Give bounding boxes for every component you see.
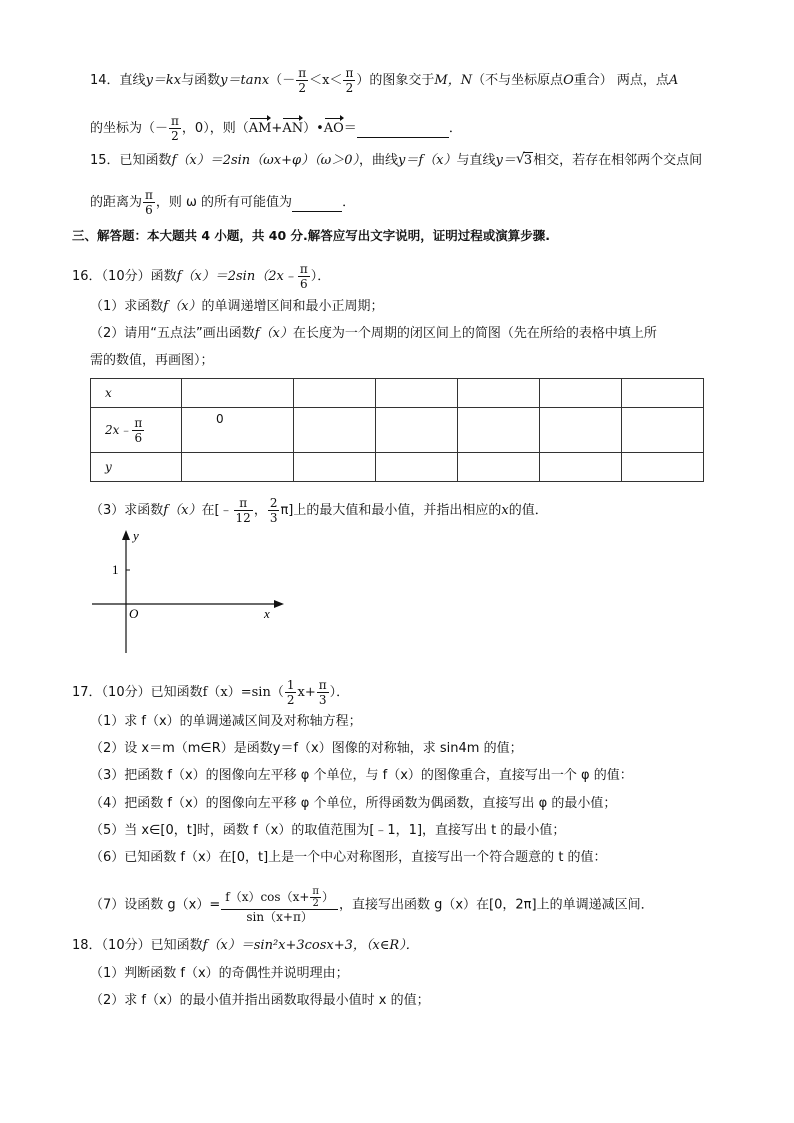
q14-text: 与函数 xyxy=(181,73,221,88)
q17-function: f（x）=sin（ xyxy=(202,685,284,700)
q15-line1 xyxy=(90,153,702,169)
q17-part7-text: （7）设函数 g（x）= xyxy=(90,897,221,913)
q16-neg: ﹣ xyxy=(219,503,233,518)
y-label: y xyxy=(133,528,139,543)
q16-part2 xyxy=(90,326,657,342)
table-cell[interactable] xyxy=(540,453,622,482)
q14-neg: － xyxy=(282,73,296,88)
q14-eq-kx: y＝kx xyxy=(145,73,182,88)
q15-number: 15． xyxy=(90,153,120,168)
table-head-y: y xyxy=(91,453,182,482)
q17-number: 17．（10分）已知函数 xyxy=(72,685,203,700)
table-cell[interactable] xyxy=(376,453,458,482)
table-cell[interactable] xyxy=(294,408,376,453)
q15-text: 的距离为 xyxy=(90,195,143,210)
q14-o: O xyxy=(563,73,574,88)
table-cell[interactable] xyxy=(182,453,294,482)
q15-period: ． xyxy=(342,195,356,210)
q17-xplus: x+ xyxy=(297,685,316,700)
table-cell[interactable] xyxy=(458,453,540,482)
q16-part3-f: f（x） xyxy=(163,503,202,518)
q14-frac-pi-2: $\frac{\pi}{2}$ xyxy=(298,66,307,95)
q14-neg: － xyxy=(155,121,169,136)
table-row xyxy=(91,408,704,453)
q15-function: f（x）＝2sin（ωx+φ）（ω＞0） xyxy=(171,153,359,168)
q16-part1-f: f（x） xyxy=(163,299,202,314)
q14-a: A xyxy=(668,73,679,88)
q16-number: 16．（10分）函数 xyxy=(72,269,177,284)
q16-part2-cont: 需的数值，再画图）； xyxy=(90,353,214,368)
table-cell-zero: 0 xyxy=(182,408,294,453)
table-cell[interactable] xyxy=(294,379,376,408)
q16-comma: ， xyxy=(253,503,267,518)
q14-close: ）• xyxy=(303,121,324,136)
q14-text: 重合） 两点，点 xyxy=(573,73,669,88)
q17-frac-pi-3: $\frac{\pi}{3}$ xyxy=(318,678,327,707)
table-cell[interactable] xyxy=(540,379,622,408)
table-row xyxy=(91,379,704,408)
q16-part3-text-d: 的值． xyxy=(508,503,548,518)
q18-part1: （1）判断函数 f（x）的奇偶性并说明理由； xyxy=(90,966,349,981)
q17-part3: （3）把函数 f（x）的图像向左平移 φ 个单位，与 f（x）的图像重合，直接写出一个 φ 的值： xyxy=(90,768,633,783)
q17-part7-fraction: f（x）cos（x+ $\frac{\pi}{2}$ ） sin（x+π） xyxy=(221,886,338,924)
coordinate-axes xyxy=(88,528,288,658)
table-head-x: x xyxy=(91,379,182,408)
q16-part3-text-b: 在[ xyxy=(201,503,220,518)
q14-text: 的坐标为（ xyxy=(90,121,156,136)
q15-text: 已知函数 xyxy=(119,153,172,168)
q15-text: ，则 ω 的所有可能值为 xyxy=(155,195,293,210)
q17-part7-text-b: ，直接写出函数 g（x）在[0，2π]上的单调递减区间． xyxy=(338,897,654,913)
q16-close: ）． xyxy=(310,269,331,284)
q14-paren: （ xyxy=(269,73,283,88)
q16-part2-text: （2）请用“五点法”画出函数 xyxy=(90,326,255,341)
q16-x: x xyxy=(501,503,509,518)
q14-plus: + xyxy=(271,121,283,136)
q14-line1 xyxy=(90,66,678,95)
q14-eq: ＝ xyxy=(343,121,357,136)
q16-part2-text-b: 在长度为一个周期的闭区间上的简图（先在所给的表格中填上所 xyxy=(292,326,657,341)
q14-text: 直线 xyxy=(119,73,146,88)
q16-part3-text-c: π]上的最大值和最小值，并指出相应的 xyxy=(280,503,502,518)
q14-number: 14． xyxy=(90,73,120,88)
q15-text: 相交，若存在相邻两个交点间 xyxy=(533,153,703,168)
q15-curve: y＝f（x） xyxy=(398,153,457,168)
q14-text: ，0），则（ xyxy=(181,121,249,136)
q16-frac-pi-6: $\frac{\pi}{6}$ xyxy=(299,262,308,291)
q15-line-y: y＝ xyxy=(495,153,516,168)
q16-part1 xyxy=(90,299,383,315)
q17-part7 xyxy=(90,886,654,924)
q14-paren: ） xyxy=(356,73,370,88)
table-cell[interactable] xyxy=(376,408,458,453)
q14-vector-am: AM xyxy=(248,121,272,136)
q16-part2-f: f（x） xyxy=(254,326,293,341)
q14-period: ． xyxy=(448,121,462,136)
q15-line2 xyxy=(90,188,355,217)
q18-number: 18．（10分）已知函数 xyxy=(72,938,203,953)
q16-part3 xyxy=(90,496,548,525)
x-axis-arrow xyxy=(274,600,284,608)
q14-line2 xyxy=(90,114,462,143)
q14-frac-pi-2c: $\frac{\pi}{2}$ xyxy=(171,114,179,143)
q16-part1-text: （1）求函数 xyxy=(90,299,164,314)
table-cell[interactable] xyxy=(622,379,704,408)
q17-frac-1-2: $\frac{1}{2}$ xyxy=(286,678,295,707)
q14-vector-an: AN xyxy=(282,121,304,136)
q16-frac-pi-12: $\frac{\pi}{12}$ xyxy=(235,496,251,525)
q17-part6: （6）已知函数 f（x）在[0，t]上是一个中心对称图形，直接写出一个符合题意的 t 的值： xyxy=(90,850,607,865)
q18-stem xyxy=(72,938,419,954)
q17-stem xyxy=(72,678,349,707)
q14-vector-ao: AO xyxy=(323,121,344,136)
q18-part2: （2）求 f（x）的最小值并指出函数取得最小值时 x 的值； xyxy=(90,993,430,1008)
table-cell[interactable] xyxy=(458,408,540,453)
q14-lt: ＜ xyxy=(309,73,323,88)
q15-answer-blank[interactable] xyxy=(292,195,342,212)
q15-text: 与直线 xyxy=(456,153,496,168)
table-row xyxy=(91,453,704,482)
q14-text: （不与坐标原点 xyxy=(472,73,564,88)
q14-x: x xyxy=(322,73,330,88)
q16-stem xyxy=(72,262,330,291)
q17-part2: （2）设 x＝m（m∈R）是函数y＝f（x）图像的对称轴，求 sin4m 的值； xyxy=(90,741,523,756)
five-point-table xyxy=(90,378,704,482)
table-head-2x-pi6: 2x﹣ $\frac{\pi}{6}$ xyxy=(91,408,182,453)
q14-mn: M，N xyxy=(434,73,473,88)
q15-text: ，曲线 xyxy=(358,153,398,168)
table-cell[interactable] xyxy=(622,453,704,482)
section3-title: 三、解答题：本大题共 4 小题，共 40 分.解答应写出文字说明，证明过程或演算步骤. xyxy=(72,228,550,243)
table-cell[interactable] xyxy=(294,453,376,482)
x-label: x xyxy=(264,606,270,621)
y-axis-arrow xyxy=(122,530,130,540)
q15-sqrt3: √ 3 xyxy=(515,151,533,168)
q17-part4: （4）把函数 f（x）的图像向左平移 φ 个单位，所得函数为偶函数，直接写出 φ 的最小值； xyxy=(90,796,617,811)
origin-label: O xyxy=(129,606,139,621)
table-cell[interactable] xyxy=(540,408,622,453)
q14-text: 的图象交于 xyxy=(369,73,435,88)
q14-lt: ＜ xyxy=(329,73,343,88)
q16-part3-text: （3）求函数 xyxy=(90,503,164,518)
q17-part1: （1）求 f（x）的单调递减区间及对称轴方程； xyxy=(90,714,362,729)
q16-frac-2-3: $\frac{2}{3}$ xyxy=(269,496,278,525)
tick-label-1: 1 xyxy=(112,562,119,577)
q17-part5: （5）当 x∈[0，t]时，函数 f（x）的取值范围为[﹣1，1]，直接写出 t 的最小值； xyxy=(90,823,566,838)
table-cell[interactable] xyxy=(182,379,294,408)
q14-answer-blank[interactable] xyxy=(357,121,449,138)
table-cell[interactable] xyxy=(458,379,540,408)
table-cell[interactable] xyxy=(622,408,704,453)
table-cell[interactable] xyxy=(376,379,458,408)
q14-eq-tan: y＝tanx xyxy=(220,73,270,88)
q15-frac-pi-6: $\frac{\pi}{6}$ xyxy=(145,188,153,217)
q16-part1-text-b: 的单调递增区间和最小正周期； xyxy=(201,299,384,314)
q18-function: f（x）＝sin²x+3cosx+3，（x∈R）． xyxy=(202,938,419,953)
q16-function: f（x）＝2sin（2x﹣ xyxy=(176,269,297,284)
q17-close: ）． xyxy=(329,685,350,700)
q14-frac-pi-2b: $\frac{\pi}{2}$ xyxy=(345,66,354,95)
